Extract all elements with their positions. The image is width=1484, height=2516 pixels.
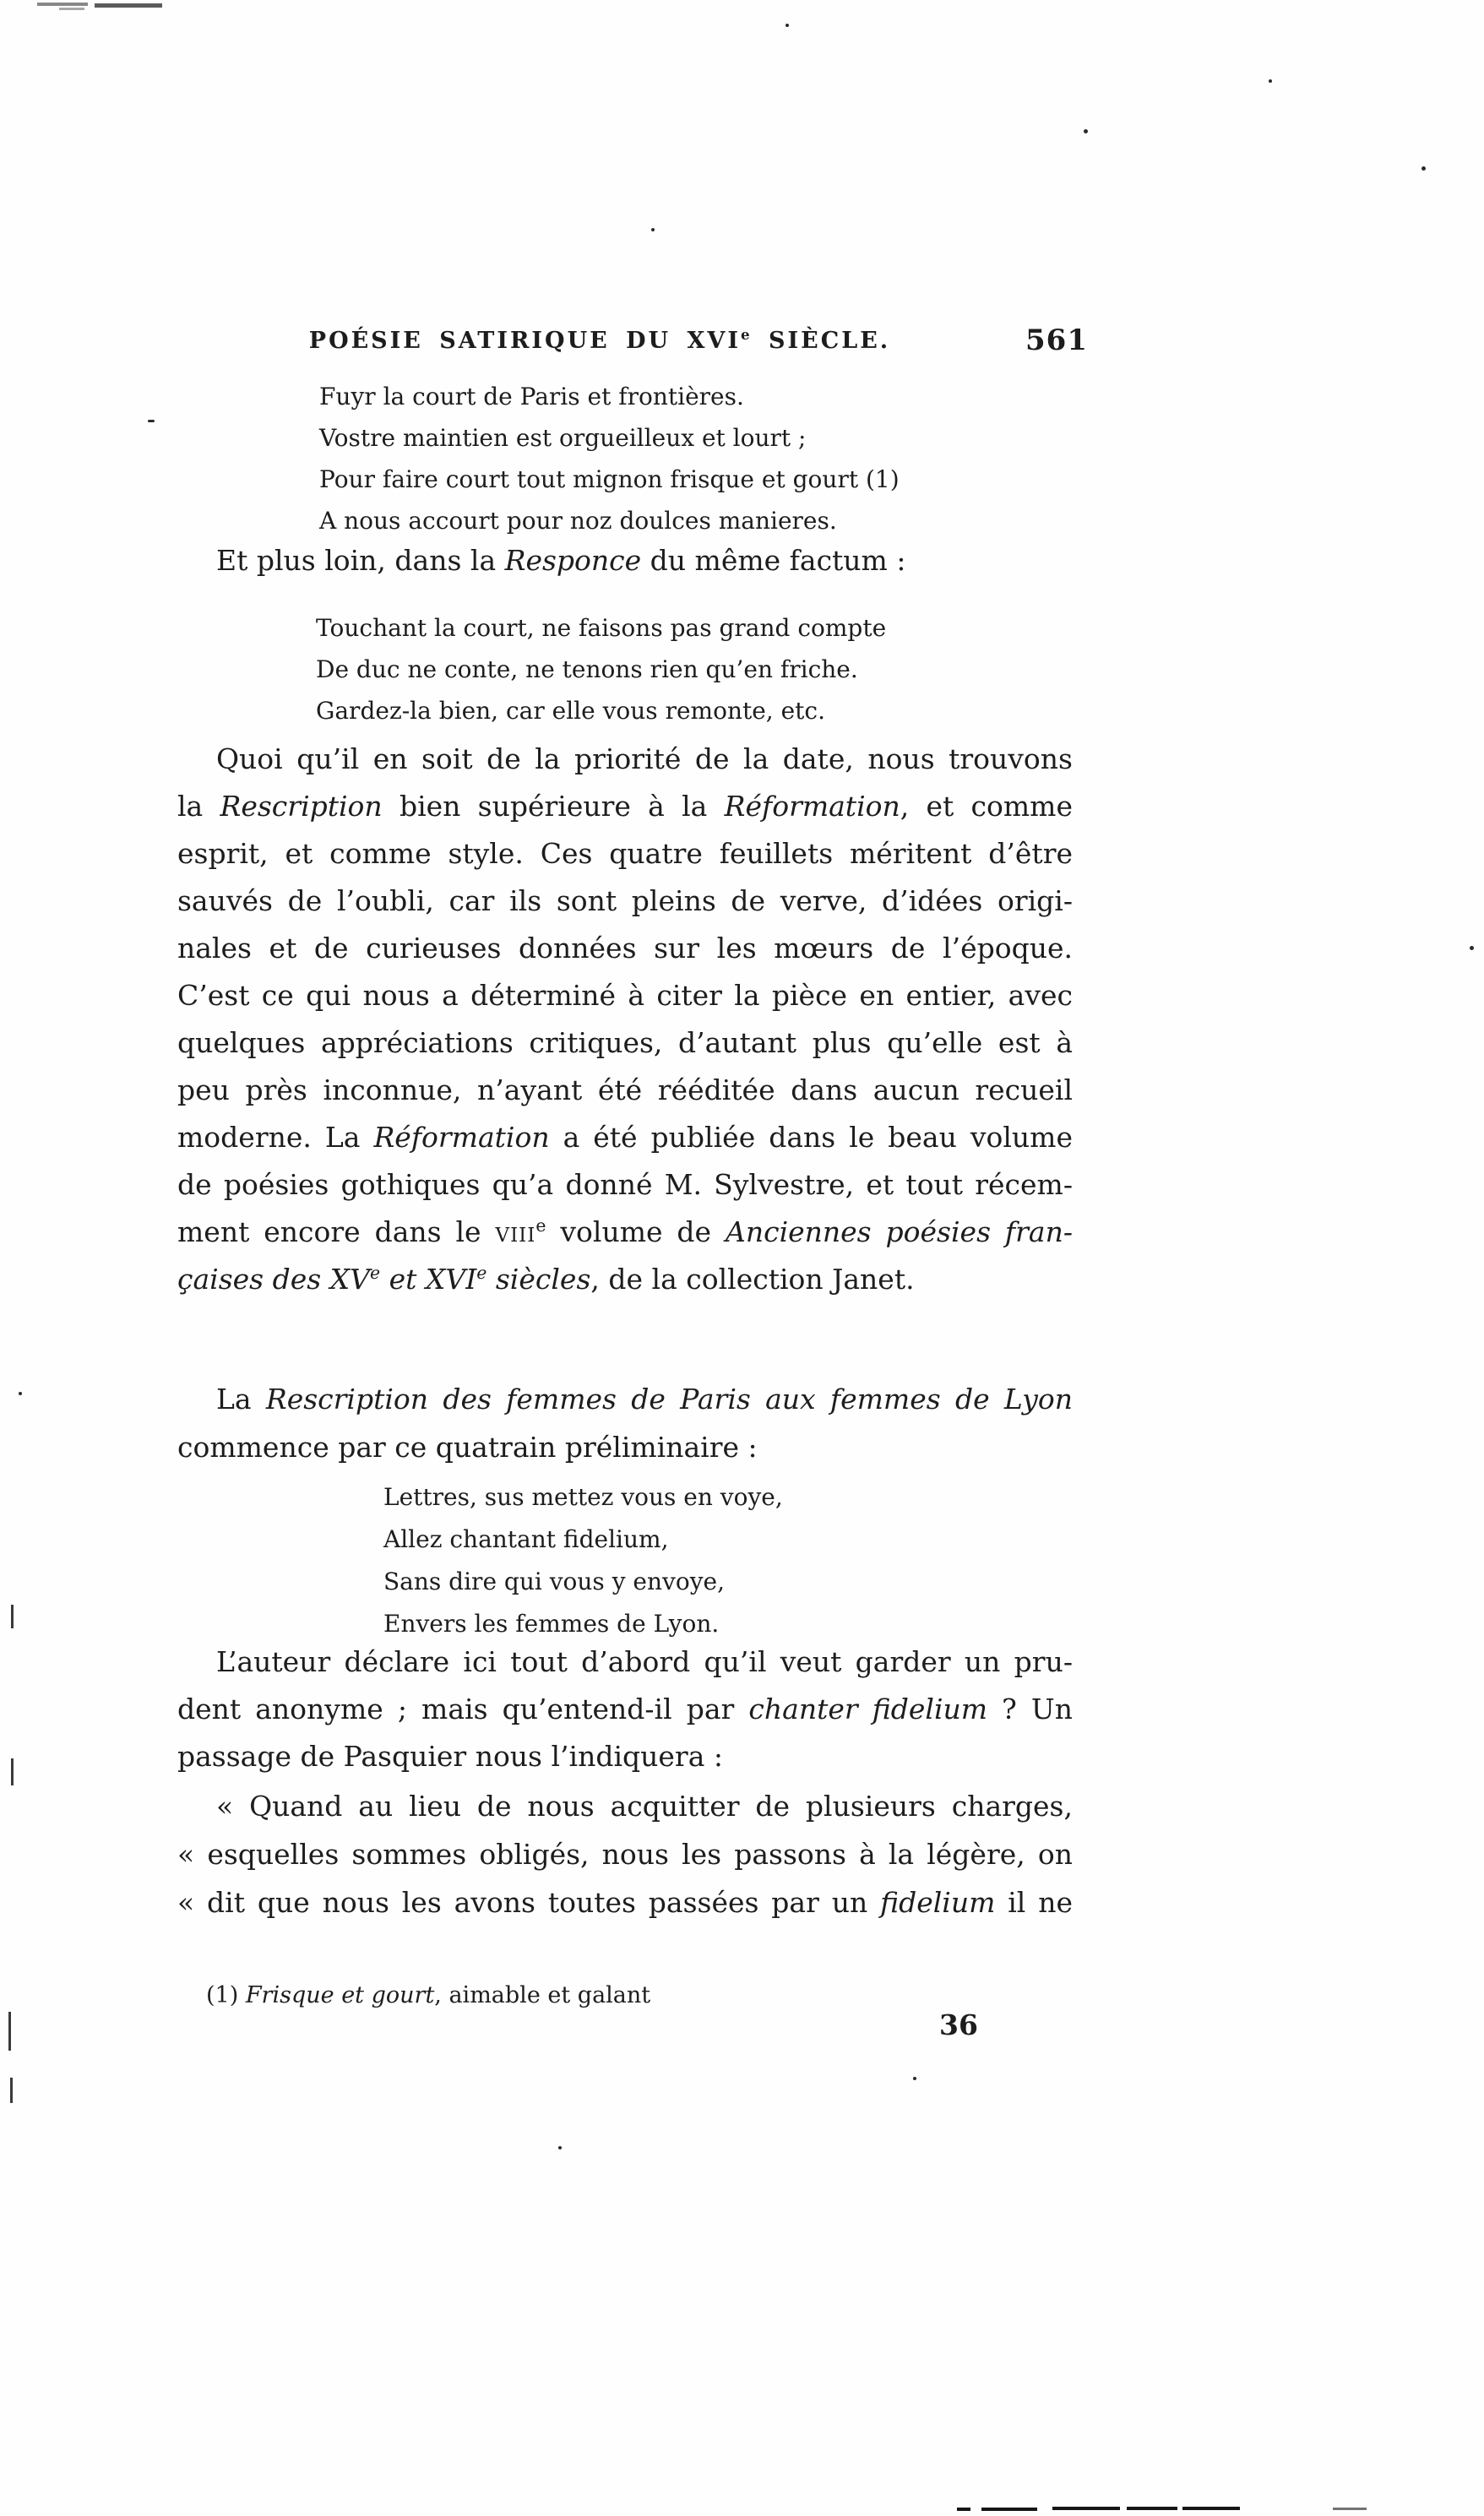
scan-edge-tick [8,2012,11,2051]
text-line: sauvés de l’oubli, car ils sont pleins de verve, d’idées origi- [177,884,1073,917]
quatrain-block [383,1476,975,1645]
scan-speck [1269,79,1272,83]
text-line: « Quand au lieu de nous acquitter de plusieurs charges, [216,1790,1073,1823]
text-line: dent anonyme ; mais qu’entend-il par chanter fidelium ? Un [177,1693,1073,1725]
text-line: passage de Pasquier nous l’indiquera : [177,1740,723,1773]
text-line: De duc ne conte, ne tenons rien qu’en friche. [316,655,858,683]
verse-block-1 [319,376,995,541]
scan-speck [651,228,655,231]
paragraph-rescription [177,1375,1073,1471]
paragraph-intro-responce [177,537,1073,584]
text-line: esprit, et comme style. Ces quatre feuillets méritent d’être [177,837,1073,870]
text-line: Quoi qu’il en soit de la priorité de la date, nous trouvons [216,742,1073,775]
text-line: « dit que nous les avons toutes passées par un fidelium il ne [177,1886,1073,1919]
text-line: Vostre maintien est orgueilleux et lourt ; [319,424,807,452]
scan-smudge [95,3,162,8]
signature-mark: 36 [939,2008,978,2041]
verse-block-2 [316,607,1008,731]
text-line: ment encore dans le viii$^e$ volume de Anciennes poésies fran- [177,1215,1073,1248]
text-line: L’auteur déclare ici tout d’abord qu’il veut garder un pru- [216,1645,1073,1678]
text-line: de poésies gothiques qu’a donné M. Sylvestre, et tout récem- [177,1168,1073,1201]
scan-speck [1084,129,1088,133]
scan-bottom-dash [1333,2508,1367,2510]
paragraph-quote-pasquier [177,1782,1073,1926]
text-line: La Rescription des femmes de Paris aux femmes de Lyon [216,1383,1073,1416]
text-line: Sans dire qui vous y envoye, [383,1568,725,1595]
footnote [206,1978,1051,2013]
scan-bottom-dash [957,2508,970,2511]
scan-smudge [59,8,84,10]
text-line: C’est ce qui nous a déterminé à citer la pièce en entier, avec [177,979,1073,1012]
scan-bottom-dash [981,2508,1037,2511]
text-line: (1) Frisque et gourt, aimable et galant [206,1982,651,2008]
text-line: Touchant la court, ne faisons pas grand compte [316,614,887,642]
text-line: Gardez-la bien, car elle vous remonte, etc. [316,697,825,725]
scan-speck [1421,166,1426,171]
text-line: Envers les femmes de Lyon. [383,1610,720,1638]
paragraph-author [177,1638,1073,1780]
text-line: Fuyr la court de Paris et frontières. [319,383,744,410]
text-line: A nous accourt pour noz doulces manieres. [319,507,837,535]
text-line: moderne. La Réformation a été publiée dans le beau volume [177,1121,1073,1154]
scan-speck [1470,946,1474,950]
scan-speck [913,2077,916,2080]
scan-bottom-dash [1052,2507,1120,2510]
text-line: Et plus loin, dans la Responce du même factum : [216,544,906,577]
scan-edge-tick [11,1605,14,1628]
scan-edge-tick [11,1758,14,1785]
scan-speck [558,2146,562,2149]
scan-edge-tick [10,2078,13,2103]
scan-bottom-dash [1182,2507,1240,2510]
scan-speck [19,1392,22,1395]
text-line: commence par ce quatrain préliminaire : [177,1431,758,1464]
text-line: « esquelles sommes obligés, nous les passons à la légère, on [177,1838,1073,1871]
scan-speck [148,420,155,422]
text-line: peu près inconnue, n’ayant été rééditée dans aucun recueil [177,1073,1073,1106]
text-line: Allez chantant fidelium, [383,1525,669,1553]
scan-bottom-dash [1127,2507,1177,2510]
running-header-title [177,328,1022,354]
text-line: quelques appréciations critiques, d’autant plus qu’elle est à [177,1026,1073,1059]
text-line: POÉSIE SATIRIQUE DU XVIe SIÈCLE. [308,326,891,354]
text-line: la Rescription bien supérieure à la Réformation, et comme [177,790,1074,823]
scan-smudge [37,3,88,6]
scan-speck [785,24,789,27]
text-line: nales et de curieuses données sur les mœurs de l’époque. [177,932,1073,965]
text-line: çaises des XVe et XVIe siècles, de la collection Janet. [177,1263,915,1296]
paragraph-main [177,736,1073,1303]
page-number: 561 [1025,323,1088,357]
text-line: Lettres, sus mettez vous en voye, [383,1483,783,1511]
text-line: Pour faire court tout mignon frisque et gourt (1) [319,465,900,493]
